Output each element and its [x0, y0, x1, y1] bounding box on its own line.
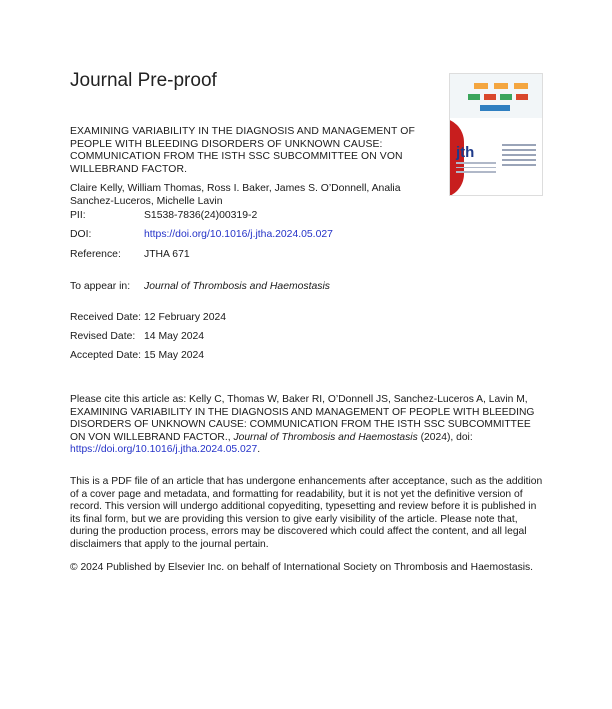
reference-label: Reference: [70, 249, 121, 260]
citation-journal: Journal of Thrombosis and Haemostasis [233, 431, 418, 443]
revised-value: 14 May 2024 [144, 331, 205, 342]
doi-label: DOI: [70, 229, 92, 240]
revised-label: Revised Date: [70, 331, 136, 342]
pii-value: S1538-7836(24)00319-2 [144, 210, 258, 221]
accepted-label: Accepted Date: [70, 350, 142, 361]
cover-graphic-block [484, 94, 496, 100]
preproof-notice-paragraph: This is a PDF file of an article that has undergone enhancements after acceptance, such as the addition of a cover page and metadata, and formatting for readability, but it is not yet the definitive version of record. This version will undergo additional copyediting, typesetting and review before it is published in its final form, but we are providing this version to give early visibility of the article. Please note that, during the production process, errors may be discovered which could affect the content, and all legal disclaimers that apply to the journal pertain. [70, 476, 543, 550]
cover-graphic-block [474, 83, 488, 89]
pii-label: PII: [70, 210, 86, 221]
cover-graphic-block [514, 83, 528, 89]
appear-in-journal: Journal of Thrombosis and Haemostasis [144, 281, 330, 292]
journal-preproof-heading: Journal Pre-proof [70, 70, 217, 91]
cover-graphic-block [468, 94, 480, 100]
appear-in-label: To appear in: [70, 281, 131, 292]
jth-logo: jth [456, 144, 475, 161]
journal-cover-thumbnail [449, 73, 543, 196]
cover-graphic-block [494, 83, 508, 89]
cover-graphic-block [516, 94, 528, 100]
citation-year: (2024), doi: [417, 431, 473, 443]
cover-graphic-band [450, 74, 542, 118]
reference-value: JTHA 671 [144, 249, 190, 260]
citation-paragraph [70, 394, 548, 457]
citation-text: Please cite this article as: Kelly C, Thomas W, Baker RI, O’Donnell JS, Sanchez-Luceros A, Lavin M, EXAMINING VARIABILITY IN THE DIAGNOSIS AND MANAGEMENT OF PEOPLE WITH BLEEDING DISORDERS OF UNKNOWN CAUSE: COMMUNICATION FROM THE ISTH SSC SUBCOMMITTEE ON VON WILLEBRAND FACTOR., [70, 394, 535, 443]
accepted-value: 15 May 2024 [144, 350, 205, 361]
cover-subtitle-lines [456, 162, 496, 176]
received-label: Received Date: [70, 312, 142, 323]
received-value: 12 February 2024 [144, 312, 227, 323]
copyright-notice: © 2024 Published by Elsevier Inc. on behalf of International Society on Thrombosis and Haemostasis. [70, 562, 534, 573]
cover-graphic-block [500, 94, 512, 100]
article-authors: Claire Kelly, William Thomas, Ross I. Baker, James S. O’Donnell, Analia Sanchez-Luceros, Michelle Lavin [70, 183, 401, 207]
doi-link[interactable]: https://doi.org/10.1016/j.jtha.2024.05.027 [144, 229, 333, 240]
article-title: EXAMINING VARIABILITY IN THE DIAGNOSIS AND MANAGEMENT OF PEOPLE WITH BLEEDING DISORDERS OF UNKNOWN CAUSE: COMMUNICATION FROM THE ISTH SSC SUBCOMMITTEE ON VON WILLEBRAND FACTOR. [70, 126, 415, 175]
cover-graphic-block [480, 105, 510, 111]
citation-doi-link[interactable]: https://doi.org/10.1016/j.jtha.2024.05.027 [70, 444, 258, 456]
cover-contents-lines [502, 144, 536, 169]
citation-period: . [257, 444, 261, 456]
